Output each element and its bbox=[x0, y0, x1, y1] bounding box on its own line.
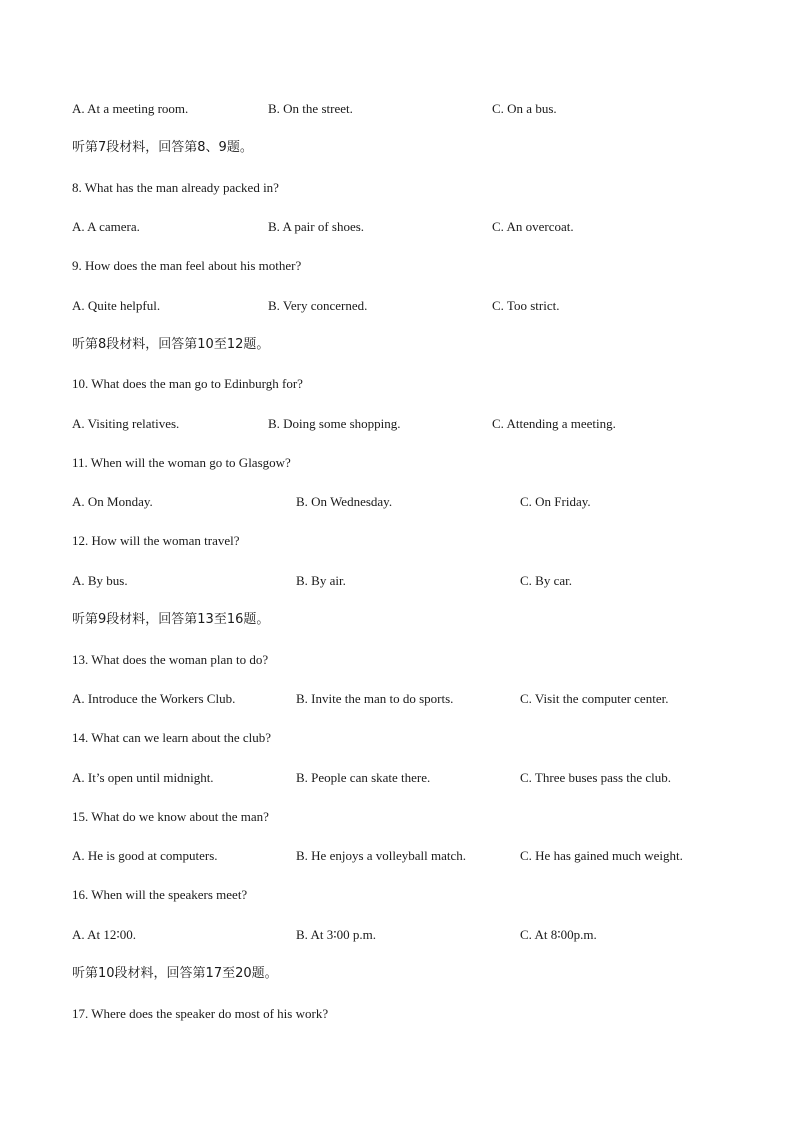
section-instruction: 听第8段材料，回答第10至12题。 bbox=[72, 337, 270, 352]
question-text: 11. When will the woman go to Glasgow? bbox=[72, 455, 291, 470]
question-text: 15. What do we know about the man? bbox=[72, 809, 269, 824]
answer-option-a: A. He is good at computers. bbox=[72, 848, 218, 863]
question-text: 16. When will the speakers meet? bbox=[72, 887, 248, 902]
question-text: 10. What does the man go to Edinburgh for? bbox=[72, 376, 303, 391]
answer-option-a: A. On Monday. bbox=[72, 494, 153, 509]
answer-option-c: C. By car. bbox=[520, 573, 572, 588]
answer-option-c: C. At 8∶00p.m. bbox=[520, 927, 597, 942]
section-instruction: 听第9段材料，回答第13至16题。 bbox=[72, 612, 270, 627]
answer-option-b: B. Doing some shopping. bbox=[268, 416, 401, 431]
answer-option-b: B. By air. bbox=[296, 573, 346, 588]
answer-option-b: B. On Wednesday. bbox=[296, 494, 393, 509]
answer-option-b: B. A pair of shoes. bbox=[268, 219, 365, 234]
section-instruction: 听第10段材料，回答第17至20题。 bbox=[72, 966, 278, 981]
answer-option-c: C. An overcoat. bbox=[492, 219, 574, 234]
answer-option-b: B. At 3∶00 p.m. bbox=[296, 927, 376, 942]
answer-option-a: A. Quite helpful. bbox=[72, 298, 161, 313]
answer-option-a: A. It’s open until midnight. bbox=[72, 770, 214, 785]
answer-option-a: A. At a meeting room. bbox=[72, 101, 189, 116]
answer-option-b: B. People can skate there. bbox=[296, 770, 431, 785]
section-instruction: 听第7段材料，回答第8、9题。 bbox=[72, 140, 253, 155]
answer-option-a: A. A camera. bbox=[72, 219, 140, 234]
answer-option-b: B. Invite the man to do sports. bbox=[296, 691, 454, 706]
answer-option-a: A. Visiting relatives. bbox=[72, 416, 180, 431]
question-text: 9. How does the man feel about his mother? bbox=[72, 258, 302, 273]
answer-option-c: C. On Friday. bbox=[520, 494, 591, 509]
answer-option-c: C. Too strict. bbox=[492, 298, 560, 313]
answer-option-a: A. By bus. bbox=[72, 573, 128, 588]
answer-option-a: A. Introduce the Workers Club. bbox=[72, 691, 236, 706]
question-text: 8. What has the man already packed in? bbox=[72, 180, 279, 195]
question-text: 13. What does the woman plan to do? bbox=[72, 652, 269, 667]
answer-option-a: A. At 12∶00. bbox=[72, 927, 137, 942]
answer-option-b: B. He enjoys a volleyball match. bbox=[296, 848, 467, 863]
answer-option-c: C. Attending a meeting. bbox=[492, 416, 616, 431]
answer-option-c: C. Visit the computer center. bbox=[520, 691, 669, 706]
answer-option-c: C. He has gained much weight. bbox=[520, 848, 683, 863]
question-text: 17. Where does the speaker do most of his work? bbox=[72, 1006, 329, 1021]
answer-option-b: B. Very concerned. bbox=[268, 298, 368, 313]
question-text: 14. What can we learn about the club? bbox=[72, 730, 272, 745]
answer-option-c: C. Three buses pass the club. bbox=[520, 770, 672, 785]
answer-option-c: C. On a bus. bbox=[492, 101, 557, 116]
question-text: 12. How will the woman travel? bbox=[72, 533, 240, 548]
answer-option-b: B. On the street. bbox=[268, 101, 353, 116]
